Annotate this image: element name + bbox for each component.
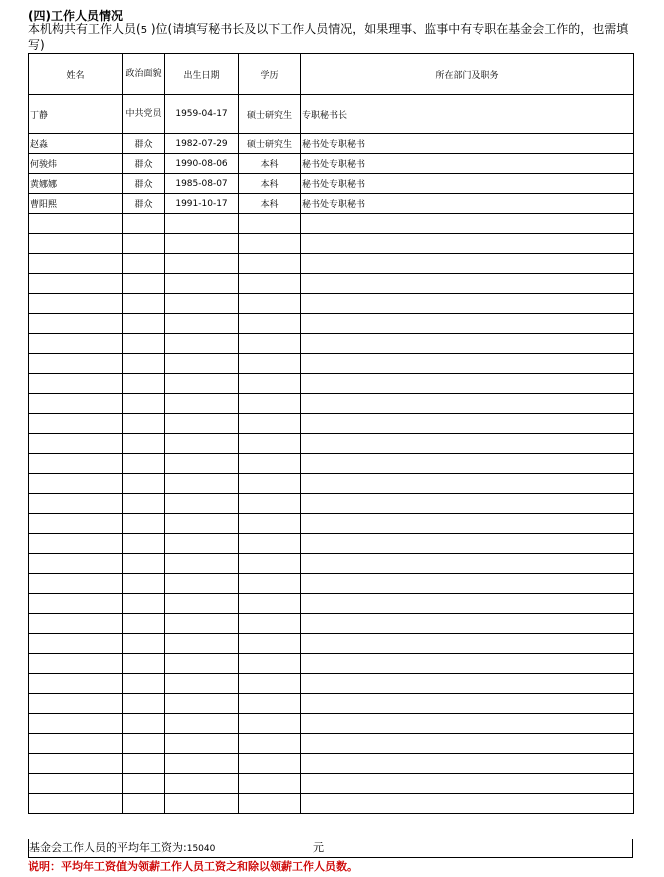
empty-cell <box>29 614 123 634</box>
cell-political-status: 中共党员 <box>123 95 165 134</box>
empty-cell <box>301 274 634 294</box>
empty-cell <box>301 734 634 754</box>
empty-cell <box>239 594 301 614</box>
empty-cell <box>301 754 634 774</box>
empty-cell <box>29 534 123 554</box>
empty-table-row <box>29 654 634 674</box>
empty-cell <box>301 614 634 634</box>
empty-cell <box>29 654 123 674</box>
empty-cell <box>239 774 301 794</box>
cell-department-position: 秘书处专职秘书 <box>301 154 634 174</box>
empty-cell <box>165 554 239 574</box>
cell-education: 硕士研究生 <box>239 134 301 154</box>
empty-cell <box>123 554 165 574</box>
empty-cell <box>301 534 634 554</box>
empty-cell <box>29 734 123 754</box>
empty-table-row <box>29 214 634 234</box>
empty-cell <box>301 594 634 614</box>
empty-cell <box>123 514 165 534</box>
empty-cell <box>239 314 301 334</box>
empty-table-row <box>29 234 634 254</box>
table-row <box>29 194 634 214</box>
cell-name: 曹阳熙 <box>29 194 123 214</box>
empty-cell <box>165 334 239 354</box>
empty-cell <box>239 614 301 634</box>
cell-name: 黄娜娜 <box>29 174 123 194</box>
empty-cell <box>239 234 301 254</box>
empty-cell <box>123 314 165 334</box>
empty-table-row <box>29 614 634 634</box>
empty-cell <box>29 454 123 474</box>
empty-cell <box>123 294 165 314</box>
empty-cell <box>301 494 634 514</box>
empty-cell <box>165 794 239 814</box>
empty-cell <box>239 514 301 534</box>
empty-cell <box>29 434 123 454</box>
table-row <box>29 154 634 174</box>
empty-cell <box>29 254 123 274</box>
empty-table-row <box>29 374 634 394</box>
header-political-status: 政治面貌 <box>123 54 165 95</box>
empty-cell <box>29 394 123 414</box>
empty-cell <box>29 214 123 234</box>
empty-cell <box>123 354 165 374</box>
empty-table-row <box>29 514 634 534</box>
empty-cell <box>29 334 123 354</box>
empty-cell <box>123 714 165 734</box>
average-salary-label: 基金会工作人员的平均年工资为: <box>29 841 187 854</box>
empty-cell <box>301 294 634 314</box>
empty-table-row <box>29 594 634 614</box>
empty-cell <box>123 694 165 714</box>
cell-name: 丁静 <box>29 95 123 134</box>
table-row <box>29 174 634 194</box>
empty-cell <box>301 214 634 234</box>
empty-cell <box>165 414 239 434</box>
empty-cell <box>301 674 634 694</box>
empty-cell <box>123 454 165 474</box>
empty-cell <box>29 274 123 294</box>
empty-cell <box>29 494 123 514</box>
cell-department-position: 秘书处专职秘书 <box>301 174 634 194</box>
empty-cell <box>239 394 301 414</box>
empty-cell <box>301 634 634 654</box>
table-row <box>29 95 634 134</box>
empty-cell <box>301 694 634 714</box>
empty-table-row <box>29 254 634 274</box>
empty-cell <box>165 234 239 254</box>
empty-cell <box>123 394 165 414</box>
empty-cell <box>29 354 123 374</box>
empty-cell <box>301 354 634 374</box>
header-birth-date: 出生日期 <box>165 54 239 95</box>
empty-cell <box>165 494 239 514</box>
empty-cell <box>239 474 301 494</box>
empty-table-row <box>29 574 634 594</box>
empty-cell <box>301 554 634 574</box>
empty-cell <box>123 374 165 394</box>
empty-cell <box>29 554 123 574</box>
table-header-row <box>29 54 634 95</box>
empty-cell <box>239 374 301 394</box>
empty-table-row <box>29 454 634 474</box>
empty-cell <box>165 694 239 714</box>
empty-cell <box>239 634 301 654</box>
empty-cell <box>165 434 239 454</box>
empty-cell <box>123 734 165 754</box>
empty-table-row <box>29 334 634 354</box>
empty-cell <box>239 454 301 474</box>
empty-cell <box>123 494 165 514</box>
empty-cell <box>123 234 165 254</box>
empty-cell <box>239 494 301 514</box>
empty-cell <box>29 314 123 334</box>
empty-cell <box>239 254 301 274</box>
empty-table-row <box>29 774 634 794</box>
empty-cell <box>301 234 634 254</box>
empty-cell <box>239 714 301 734</box>
empty-cell <box>123 574 165 594</box>
empty-cell <box>239 674 301 694</box>
average-salary-amount: 15040 <box>186 844 216 854</box>
empty-table-row <box>29 354 634 374</box>
empty-cell <box>165 474 239 494</box>
empty-table-row <box>29 714 634 734</box>
empty-cell <box>239 554 301 574</box>
empty-cell <box>239 694 301 714</box>
empty-cell <box>123 794 165 814</box>
empty-cell <box>165 714 239 734</box>
empty-cell <box>123 674 165 694</box>
cell-birth-date: 1991-10-17 <box>165 194 239 214</box>
cell-education: 硕士研究生 <box>239 95 301 134</box>
empty-cell <box>239 354 301 374</box>
empty-cell <box>165 314 239 334</box>
header-department-position: 所在部门及职务 <box>301 54 634 95</box>
empty-table-row <box>29 554 634 574</box>
empty-table-row <box>29 534 634 554</box>
empty-cell <box>301 654 634 674</box>
empty-cell <box>29 414 123 434</box>
empty-table-row <box>29 674 634 694</box>
empty-cell <box>29 714 123 734</box>
empty-table-row <box>29 474 634 494</box>
empty-cell <box>165 514 239 534</box>
empty-cell <box>29 514 123 534</box>
empty-cell <box>123 414 165 434</box>
table-row <box>29 134 634 154</box>
empty-cell <box>301 714 634 734</box>
empty-cell <box>165 594 239 614</box>
empty-table-row <box>29 314 634 334</box>
empty-cell <box>165 574 239 594</box>
empty-cell <box>165 674 239 694</box>
empty-cell <box>123 434 165 454</box>
empty-table-row <box>29 794 634 814</box>
empty-table-row <box>29 414 634 434</box>
cell-birth-date: 1982-07-29 <box>165 134 239 154</box>
explanation-note: 说明：平均年工资值为领薪工作人员工资之和除以领薪工作人员数。 <box>28 860 358 873</box>
empty-cell <box>301 794 634 814</box>
empty-cell <box>301 414 634 434</box>
cell-political-status: 群众 <box>123 174 165 194</box>
empty-cell <box>165 214 239 234</box>
empty-cell <box>123 474 165 494</box>
empty-cell <box>123 274 165 294</box>
cell-birth-date: 1985-08-07 <box>165 174 239 194</box>
cell-birth-date: 1959-04-17 <box>165 95 239 134</box>
cell-department-position: 秘书处专职秘书 <box>301 134 634 154</box>
empty-cell <box>29 674 123 694</box>
empty-cell <box>29 794 123 814</box>
empty-cell <box>29 474 123 494</box>
cell-education: 本科 <box>239 154 301 174</box>
empty-cell <box>301 314 634 334</box>
empty-table-row <box>29 694 634 714</box>
intro-prefix: 本机构共有工作人员( <box>28 22 141 36</box>
empty-cell <box>123 594 165 614</box>
empty-cell <box>123 774 165 794</box>
empty-cell <box>29 774 123 794</box>
empty-cell <box>165 774 239 794</box>
empty-cell <box>239 274 301 294</box>
empty-table-row <box>29 494 634 514</box>
average-salary-row <box>28 839 633 858</box>
empty-cell <box>29 754 123 774</box>
empty-cell <box>239 574 301 594</box>
empty-cell <box>29 634 123 654</box>
cell-education: 本科 <box>239 174 301 194</box>
empty-cell <box>301 474 634 494</box>
empty-cell <box>301 254 634 274</box>
cell-department-position: 专职秘书长 <box>301 95 634 134</box>
cell-political-status: 群众 <box>123 194 165 214</box>
empty-cell <box>123 254 165 274</box>
empty-cell <box>165 394 239 414</box>
empty-cell <box>29 374 123 394</box>
staff-count: 5 <box>140 25 148 36</box>
empty-cell <box>123 334 165 354</box>
empty-cell <box>165 294 239 314</box>
empty-table-row <box>29 274 634 294</box>
empty-cell <box>29 294 123 314</box>
empty-cell <box>123 654 165 674</box>
empty-cell <box>29 694 123 714</box>
empty-cell <box>239 334 301 354</box>
empty-cell <box>165 274 239 294</box>
empty-cell <box>123 754 165 774</box>
cell-department-position: 秘书处专职秘书 <box>301 194 634 214</box>
empty-cell <box>301 774 634 794</box>
empty-cell <box>165 614 239 634</box>
empty-cell <box>301 434 634 454</box>
empty-cell <box>29 594 123 614</box>
empty-cell <box>123 214 165 234</box>
empty-cell <box>239 414 301 434</box>
empty-cell <box>165 254 239 274</box>
empty-cell <box>123 634 165 654</box>
empty-table-row <box>29 754 634 774</box>
empty-cell <box>239 214 301 234</box>
cell-name: 何骏炜 <box>29 154 123 174</box>
empty-cell <box>165 734 239 754</box>
empty-cell <box>301 514 634 534</box>
empty-cell <box>239 754 301 774</box>
empty-cell <box>123 534 165 554</box>
empty-table-row <box>29 394 634 414</box>
empty-table-row <box>29 634 634 654</box>
header-name: 姓名 <box>29 54 123 95</box>
cell-political-status: 群众 <box>123 154 165 174</box>
empty-cell <box>29 574 123 594</box>
empty-cell <box>123 614 165 634</box>
cell-education: 本科 <box>239 194 301 214</box>
empty-cell <box>165 374 239 394</box>
empty-cell <box>165 354 239 374</box>
empty-table-row <box>29 294 634 314</box>
empty-cell <box>239 434 301 454</box>
empty-cell <box>301 334 634 354</box>
cell-name: 赵淼 <box>29 134 123 154</box>
cell-political-status: 群众 <box>123 134 165 154</box>
average-salary-unit: 元 <box>313 841 324 854</box>
empty-cell <box>165 754 239 774</box>
empty-cell <box>301 454 634 474</box>
empty-table-row <box>29 434 634 454</box>
empty-cell <box>239 794 301 814</box>
empty-cell <box>165 654 239 674</box>
empty-cell <box>165 454 239 474</box>
empty-cell <box>301 574 634 594</box>
staff-table <box>28 53 634 814</box>
intro-suffix: )位(请填写秘书长及以下工作人员情况，如果理事、监事中有专职在基金会工作的，也需填写) <box>28 22 629 52</box>
empty-cell <box>29 234 123 254</box>
intro-text <box>28 22 632 52</box>
empty-cell <box>301 374 634 394</box>
cell-birth-date: 1990-08-06 <box>165 154 239 174</box>
empty-cell <box>239 294 301 314</box>
section-title: (四)工作人员情况 <box>28 9 123 23</box>
empty-cell <box>239 654 301 674</box>
empty-cell <box>165 534 239 554</box>
header-education: 学历 <box>239 54 301 95</box>
empty-cell <box>301 394 634 414</box>
empty-cell <box>239 534 301 554</box>
empty-cell <box>239 734 301 754</box>
empty-table-row <box>29 734 634 754</box>
empty-cell <box>165 634 239 654</box>
